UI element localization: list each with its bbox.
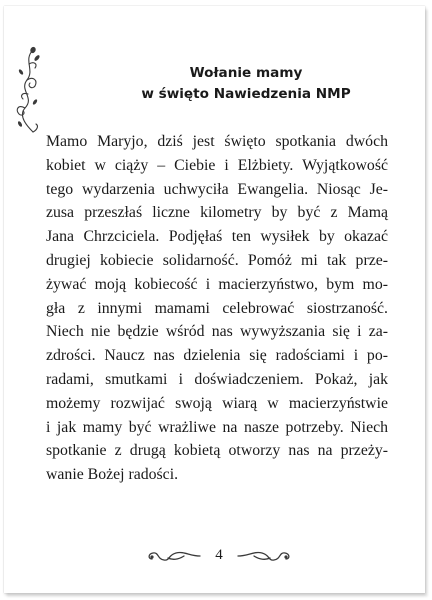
title-line-2: w święto Nawiedzenia NMP (141, 86, 351, 102)
title-line-1: Wołanie mamy (189, 65, 303, 81)
text-line: żywać moją kobiecość i macierzyństwo, bym mo- (46, 275, 388, 293)
page-footer (4, 544, 425, 568)
text-line: tego wydarzenia uchwyciła Ewangelia. Niosąc Je- (46, 180, 388, 198)
text-line: gła z innymi mamami celebrować siostrzaność. (46, 299, 388, 317)
text-line: możemy rozwijać swoją wiarą w macierzyństwie (46, 394, 388, 412)
text-line: radami, smutkami i doświadczeniem. Pokaż, jak (46, 370, 388, 388)
flourish-right-icon (236, 549, 294, 563)
text-line: kobiet w ciąży – Ciebie i Elżbiety. Wyjątkowość (46, 156, 388, 174)
text-line: Mamo Maryjo, dziś jest święto spotkania dwóch (46, 133, 388, 150)
page-number: 4 (215, 547, 223, 563)
page-title (96, 63, 396, 105)
floral-vine-icon (13, 46, 43, 136)
flourish-left-icon (144, 549, 202, 563)
text-line: Jana Chrzciciela. Podjęłaś ten wysiłek by okazać (46, 228, 388, 246)
text-line: spotkanie z drugą kobietą otworzy nas na przeży- (46, 442, 388, 460)
text-line: i jak mamy być wrażliwe na nasze potrzeby. Niech (46, 418, 388, 436)
text-line: drugiej kobiecie solidarność. Pomóż mi tak prze- (46, 251, 388, 269)
text-line: zusa przeszłaś liczne kilometry by być z Mamą (46, 204, 388, 222)
text-line: wanie Bożej radości. (46, 466, 179, 484)
text-line: zdrości. Naucz nas dzielenia się radościami i po- (46, 347, 388, 365)
prayer-text (46, 130, 388, 487)
text-line: Niech nie będzie wśród nas wywyższania się i za- (46, 323, 388, 341)
book-page (4, 6, 425, 593)
